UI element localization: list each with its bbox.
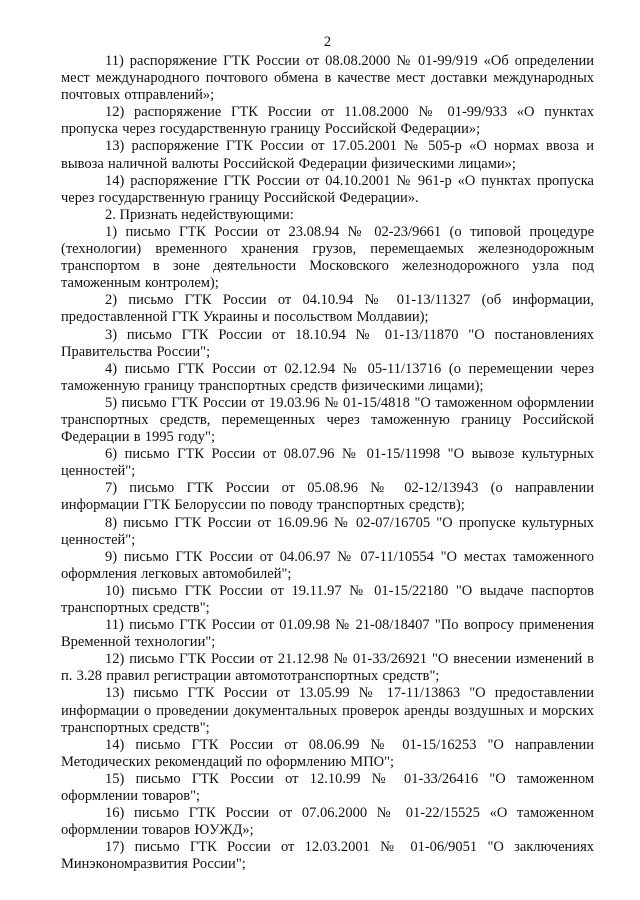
letter-item-3: 3) письмо ГТК России от 18.10.94 № 01-13/11870 "О постановлениях Правительства России";	[61, 326, 594, 360]
letter-item-11: 11) письмо ГТК России от 01.09.98 № 21-08/18407 "По вопросу применения Временной технологии";	[61, 617, 594, 651]
letter-item-5: 5) письмо ГТК России от 19.03.96 № 01-15/4818 "О таможенном оформлении транспортных средств, перемещенных через таможенную границу Российской Федерации в 1995 году";	[61, 394, 594, 446]
letter-item-14: 14) письмо ГТК России от 08.06.99 № 01-15/16253 "О направлении Методических рекомендаций по оформлению МПО";	[61, 736, 594, 770]
letter-item-16: 16) письмо ГТК России от 07.06.2000 № 01-22/15525 «О таможенном оформлении товаров ЮУЖД»;	[61, 805, 594, 839]
letter-item-6: 6) письмо ГТК России от 08.07.96 № 01-15/11998 "О вывозе культурных ценностей";	[61, 446, 594, 480]
letter-item-4: 4) письмо ГТК России от 02.12.94 № 05-11/13716 (о перемещении через таможенную границу транспортных средств физическими лицами);	[61, 360, 594, 394]
letter-item-1: 1) письмо ГТК России от 23.08.94 № 02-23/9661 (о типовой процедуре (технологии) временного хранения грузов, перемещаемых железнодорожным транспортом в зоне деятельности Московского железнодорожного узла под таможенным контролем);	[61, 223, 594, 292]
letter-item-2: 2) письмо ГТК России от 04.10.94 № 01-13/11327 (об информации, предоставленной ГТК Украины и посольством Молдавии);	[61, 292, 594, 326]
letter-item-13: 13) письмо ГТК России от 13.05.99 № 17-11/13863 "О предоставлении информации о проведении документальных проверок аренды воздушных и морских транспортных средств";	[61, 685, 594, 736]
letter-item-17: 17) письмо ГТК России от 12.03.2001 № 01-06/9051 "О заключениях Минэкономразвития России";	[61, 839, 594, 873]
order-item-14: 14) распоряжение ГТК России от 04.10.2001 № 961-р «О пунктах пропуска через государственную границу Российской Федерации».	[61, 172, 594, 206]
letter-item-8: 8) письмо ГТК России от 16.09.96 № 02-07/16705 "О пропуске культурных ценностей";	[61, 514, 594, 548]
order-item-13: 13) распоряжение ГТК России от 17.05.2001 № 505-р «О нормах ввоза и вывоза наличной валюты Российской Федерации физическими лицами»;	[61, 138, 594, 172]
section-heading: 2. Признать недействующими:	[105, 206, 294, 223]
order-item-11: 11) распоряжение ГТК России от 08.08.2000 № 01-99/919 «Об определении мест международного почтового обмена в качестве мест доставки международных почтовых отправлений»;	[61, 53, 594, 104]
letter-item-10: 10) письмо ГТК России от 19.11.97 № 01-15/22180 "О выдаче паспортов транспортных средств";	[61, 582, 594, 616]
document-page	[61, 34, 594, 874]
order-item-12: 12) распоряжение ГТК России от 11.08.2000 № 01-99/933 «О пунктах пропуска через государственную границу Российской Федерации»;	[61, 104, 594, 138]
letter-item-15: 15) письмо ГТК России от 12.10.99 № 01-33/26416 "О таможенном оформлении товаров";	[61, 770, 594, 805]
letter-item-9: 9) письмо ГТК России от 04.06.97 № 07-11/10554 "О местах таможенного оформления легковых автомобилей";	[61, 548, 594, 582]
letter-item-7: 7) письмо ГТК России от 05.08.96 № 02-12/13943 (о направлении информации ГТК Белоруссии по поводу транспортных средств);	[61, 480, 594, 514]
page-number: 2	[323, 34, 332, 50]
letter-item-12: 12) письмо ГТК России от 21.12.98 № 01-33/26921 "О внесении изменений в п. 3.28 правил регистрации автомототранспортных средств";	[61, 651, 594, 685]
